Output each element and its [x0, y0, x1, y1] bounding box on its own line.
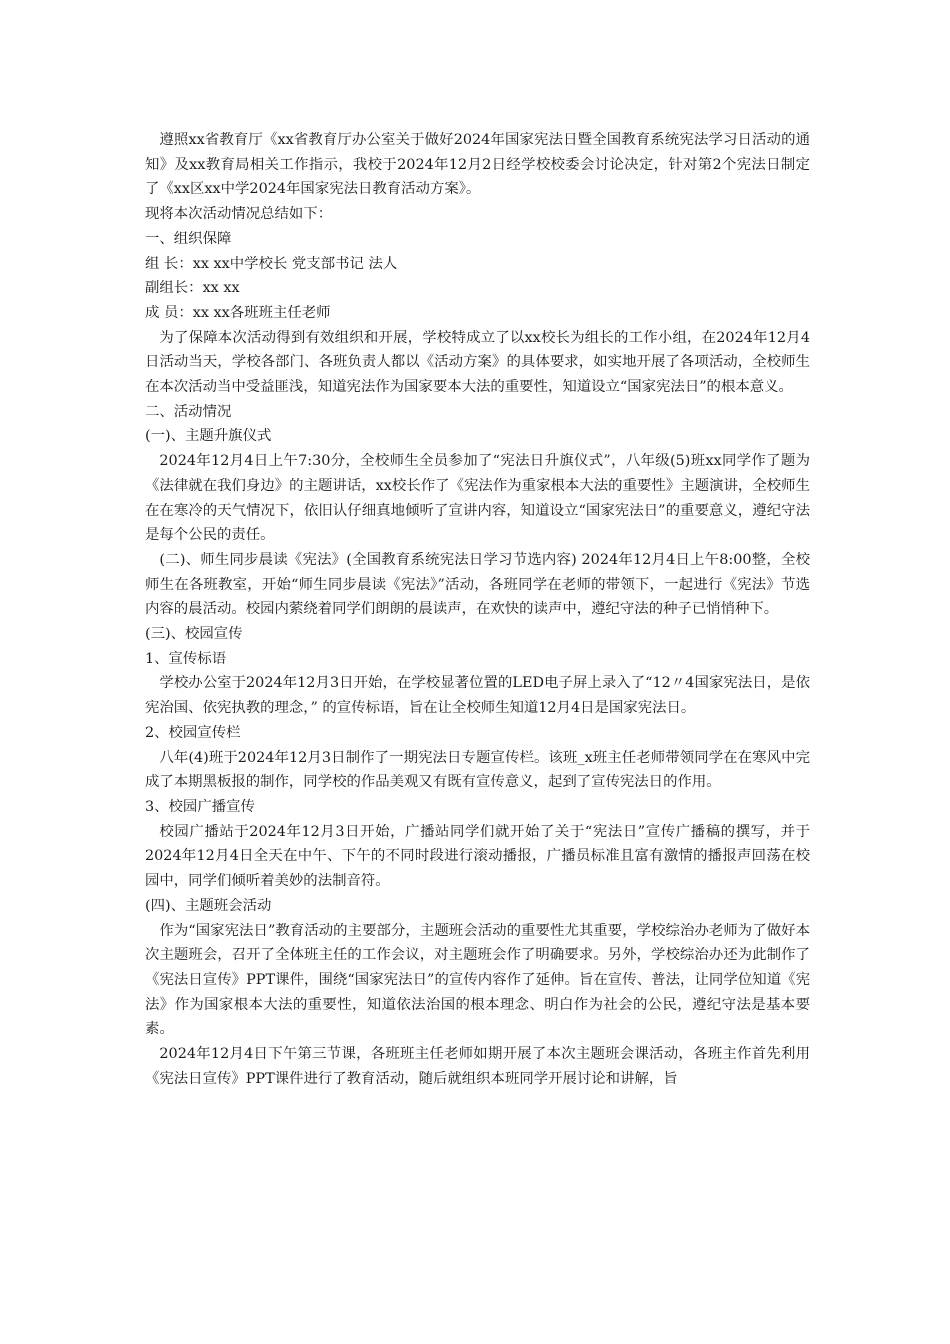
team-leader-line: 组 长：xx xx中学校长 党支部书记 法人	[145, 255, 398, 272]
subheading-campus-promotion: (三)、校园宣传	[145, 626, 243, 643]
item-heading-broadcast: 3、校园广播宣传	[145, 798, 255, 815]
team-members-line: 成 员：xx xx各班班主任老师	[145, 304, 331, 321]
section-heading-activities: 二、活动情况	[145, 403, 232, 420]
subheading-flag-ceremony: (一)、主题升旗仪式	[145, 428, 272, 445]
subheading-class-meeting: (四)、主题班会活动	[145, 897, 272, 914]
intro-paragraph: 遵照xx省教育厅《xx省教育厅办公室关于做好2024年国家宪法日暨全国教育系统宪法学习日活动的通知》及xx教育局相关工作指示，我校于2024年12月2日经学校校委会讨论决定，针对第2个宪法日制定了《xx区xx中学2024年国家宪法日教育活动方案》。	[145, 132, 810, 198]
class-meeting-paragraph: 作为“国家宪法日”教育活动的主要部分，主题班会活动的重要性尤其重要，学校综治办老师为了做好本次主题班会，召开了全体班主任的工作会议，对主题班会作了明确要求。另外，学校综治办还为此制作了《宪法日宣传》PPT课件，围绕“国家宪法日”的宣传内容作了延伸。旨在宣传、普法，让同学位知道《宪法》作为国家根本大法的重要性，知道依法治国的根本理念、明白作为社会的公民，遵纪守法是基本要素。	[145, 922, 810, 1038]
morning-reading-paragraph: (二)、师生同步晨读《宪法》(全国教育系统宪法日学习节选内容) 2024年12月4日上午8:00整，全校师生在各班教室，开始“师生同步晨读《宪法》”活动，各班同学在老师的带领下，一起进行《宪法》节选内容的晨活动。校园内萦绕着同学们朗朗的晨读声，在欢快的读声中，遵纪守法的种子已悄悄种下。	[145, 551, 810, 618]
bulletin-paragraph: 八年(4)班于2024年12月3日制作了一期宪法日专题宣传栏。该班_x班主任老师带领同学在在寒风中完成了本期黑板报的制作，同学校的作品美观又有既有宣传意义，起到了宣传宪法日的作用。	[145, 749, 810, 791]
broadcast-paragraph: 校园广播站于2024年12月3日开始，广播站同学们就开始了关于“宪法日”宣传广播稿的撰写，并于2024年12月4日全天在中午、下午的不同时段进行滚动播报，广播员标准且富有激情的播报声回荡在校园中，同学们倾听着美妙的法制音符。	[145, 823, 810, 890]
organization-paragraph: 为了保障本次活动得到有效组织和开展，学校特成立了以xx校长为组长的工作小组，在2024年12月4日活动当天，学校各部门、各班负责人都以《活动方案》的具体要求，如实地开展了各项活动，全校师生在本次活动当中受益匪浅，知道宪法作为国家要本大法的重要性，知道设立“国家宪法日”的根本意义。	[145, 329, 810, 396]
summary-lead: 现将本次活动情况总结如下：	[145, 206, 333, 223]
class-meeting-followup-paragraph: 2024年12月4日下午第三节课，各班班主任老师如期开展了本次主题班会课活动，各班主作首先利用《宪法日宣传》PPT课件进行了教育活动，随后就组织本班同学开展讨论和讲解，旨	[145, 1046, 810, 1087]
item-heading-slogan: 1、宣传标语	[145, 650, 227, 667]
slogan-paragraph: 学校办公室于2024年12月3日开始，在学校显著位置的LED电子屏上录入了“12〃4国家宪法日，是依宪治国、依宪执教的理念，” 的宣传标语，旨在让全校师生知道12月4日是国家宪法日。	[145, 675, 810, 717]
deputy-leader-line: 副组长：xx xx	[145, 280, 240, 297]
item-heading-bulletin: 2、校园宣传栏	[145, 724, 241, 741]
document-body	[145, 128, 810, 1091]
section-heading-organization: 一、组织保障	[145, 230, 232, 247]
flag-ceremony-paragraph: 2024年12月4日上午7:30分，全校师生全员参加了“宪法日升旗仪式”，八年级(5)班xx同学作了题为《法律就在我们身边》的主题讲话，xx校长作了《宪法作为重家根本大法的重要性》主题演讲，全校师生在在寒冷的天气情况下，依旧认仔细真地倾听了宣讲内容，知道设立“国家宪法日”的重要意义，遵纪守法是每个公民的责任。	[145, 453, 810, 544]
